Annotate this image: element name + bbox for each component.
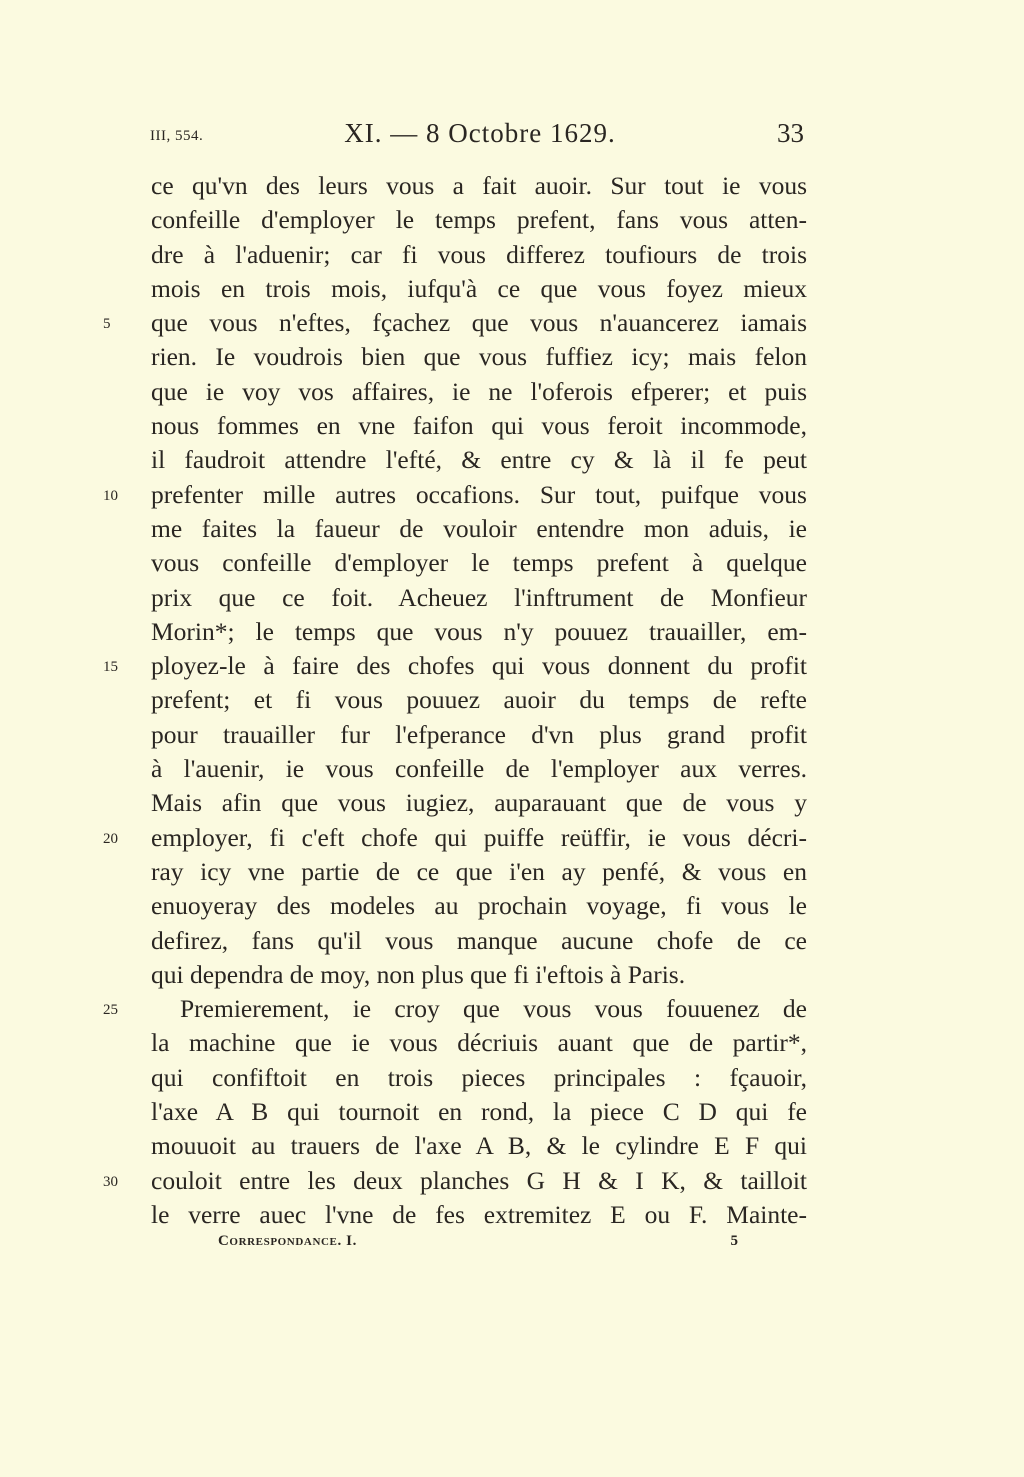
line-text: qui confiftoit en trois pieces principales : fçauoir, (151, 1062, 807, 1092)
line-text: prefent; et fi vous pouuez auoir du temps de refte (151, 685, 807, 715)
text-line (103, 306, 807, 340)
text-line (151, 752, 807, 786)
line-text: que ie voy vos affaires, ie ne l'oferois efperer; et puis (151, 376, 807, 406)
text-line (151, 1026, 807, 1060)
line-text: Premierement, ie croy que vous vous fouuenez de (180, 994, 807, 1024)
text-line (151, 786, 807, 820)
line-text: la machine que ie vous décriuis auant que de partir*, (151, 1028, 807, 1058)
text-line (103, 1164, 807, 1198)
line-text: employer, fi c'eft chofe qui puiffe reüffir, ie vous décri- (151, 822, 807, 852)
header-title: XI. — 8 Octobre 1629. (344, 118, 616, 148)
line-number: 10 (103, 487, 118, 504)
line-text: que vous n'eftes, fçachez que vous n'auancerez iamais (151, 308, 807, 338)
line-text: couloit entre les deux planches G H & I K, & tailloit (151, 1165, 807, 1195)
line-text: me faites la faueur de vouloir entendre mon aduis, ie (151, 513, 807, 543)
line-text: vous confeille d'employer le temps prefent à quelque (151, 548, 807, 578)
text-line (151, 443, 807, 477)
header-reference: III, 554. (150, 128, 204, 144)
text-line (151, 581, 807, 615)
text-line (103, 992, 807, 1026)
text-line (151, 340, 807, 374)
text-line (151, 1129, 807, 1163)
line-text: prix que ce foit. Acheuez l'inftrument de Monfieur (151, 582, 807, 612)
line-text: enuoyeray des modeles au prochain voyage, fi vous le (151, 891, 807, 921)
line-number: 15 (103, 659, 118, 676)
line-text: defirez, fans qu'il vous manque aucune chofe de ce (151, 925, 807, 955)
text-line (151, 546, 807, 580)
line-text: le verre auec l'vne de fes extremitez E ou F. Mainte- (151, 1199, 807, 1229)
text-line (103, 649, 807, 683)
text-line (151, 855, 807, 889)
page-header (150, 118, 810, 158)
footer-sheet-number: 5 (730, 1233, 738, 1249)
text-line (151, 1198, 807, 1232)
line-text: Mais afin que vous iugiez, auparauant que de vous y (151, 788, 807, 818)
line-text: rien. Ie voudrois bien que vous fuffiez icy; mais felon (151, 342, 807, 372)
line-text: Morin*; le temps que vous n'y pouuez trauailler, em- (151, 616, 807, 646)
line-text: mois en trois mois, iufqu'à ce que vous foyez mieux (151, 273, 807, 303)
line-text: ray icy vne partie de ce que i'en ay penfé, & vous en (151, 856, 807, 886)
footer-signature: Correspondance. I. (218, 1233, 357, 1249)
text-line (151, 272, 807, 306)
text-line (151, 683, 807, 717)
line-text: à l'auenir, ie vous confeille de l'employer aux verres. (151, 754, 807, 784)
text-line (151, 958, 807, 992)
text-line (151, 889, 807, 923)
line-text: prefenter mille autres occafions. Sur tout, puifque vous (151, 479, 807, 509)
text-line (151, 169, 807, 203)
text-line (151, 203, 807, 237)
line-text: qui dependra de moy, non plus que fi i'eftois à Paris. (151, 959, 686, 989)
text-line (151, 375, 807, 409)
text-line (151, 238, 807, 272)
header-page-number: 33 (777, 118, 804, 148)
text-line (103, 821, 807, 855)
line-number: 5 (103, 316, 111, 333)
text-line (151, 1061, 807, 1095)
line-text: ce qu'vn des leurs vous a fait auoir. Sur tout ie vous (151, 171, 807, 200)
line-text: ployez-le à faire des chofes qui vous donnent du profit (151, 651, 807, 681)
line-text: pour trauailler fur l'efperance d'vn plus grand profit (151, 719, 807, 749)
text-line (151, 924, 807, 958)
text-line (151, 1095, 807, 1129)
line-number: 30 (103, 1173, 118, 1190)
body-text (103, 169, 807, 1232)
text-line (103, 478, 807, 512)
line-text: confeille d'employer le temps prefent, fans vous atten- (151, 205, 807, 235)
text-line (151, 512, 807, 546)
line-number: 20 (103, 830, 118, 847)
line-number: 25 (103, 1002, 118, 1019)
page-footer (218, 1233, 738, 1257)
text-line (151, 615, 807, 649)
line-text: il faudroit attendre l'efté, & entre cy & là il fe peut (151, 445, 807, 475)
line-text: dre à l'aduenir; car fi vous differez toufiours de trois (151, 239, 807, 269)
text-line (151, 409, 807, 443)
line-text: nous fommes en vne faifon qui vous feroit incommode, (151, 411, 807, 441)
line-text: mouuoit au trauers de l'axe A B, & le cylindre E F qui (151, 1131, 807, 1161)
text-line (151, 718, 807, 752)
line-text: l'axe A B qui tournoit en rond, la piece C D qui fe (151, 1097, 807, 1127)
